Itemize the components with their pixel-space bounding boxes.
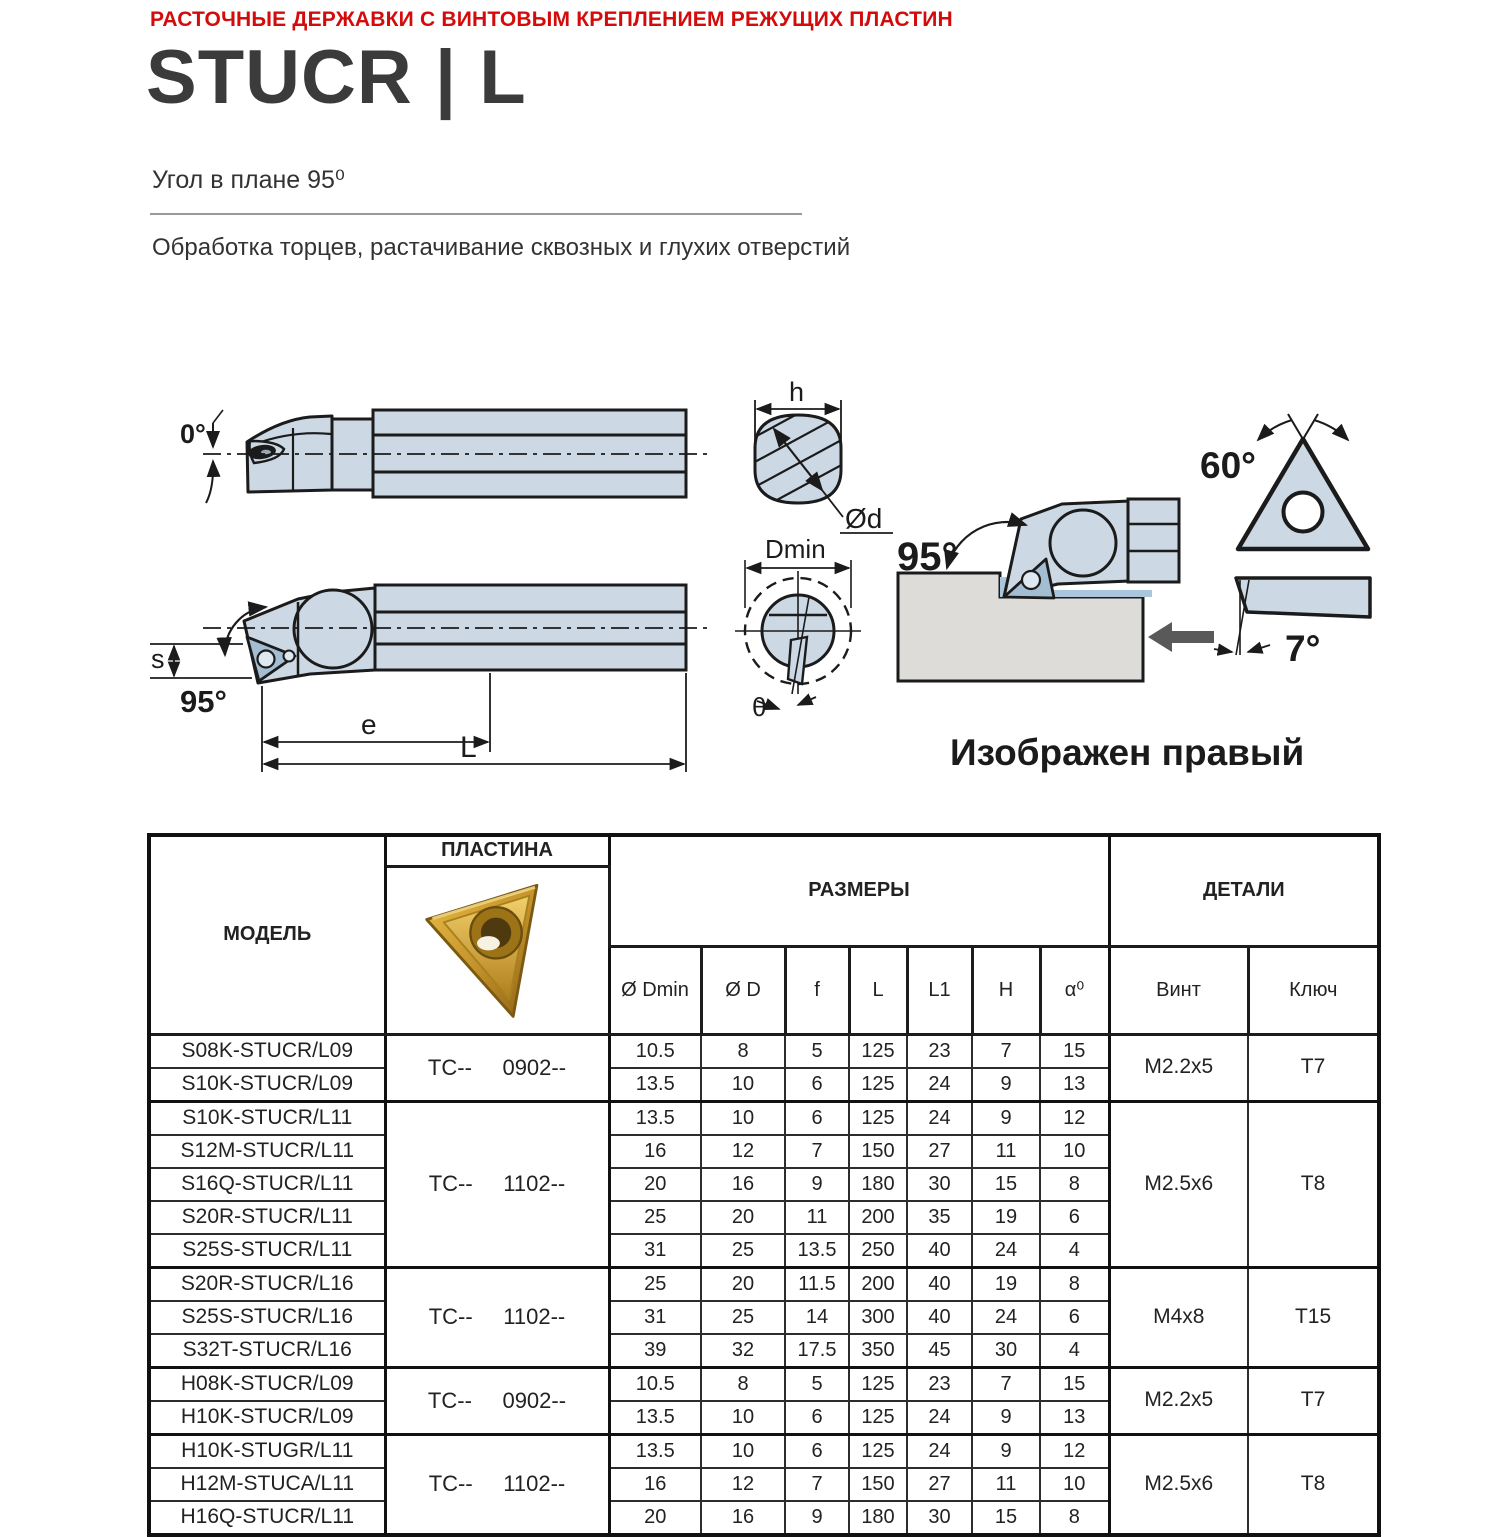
col-header-5: H [972, 946, 1040, 1034]
cell-value: 8 [1040, 1501, 1109, 1535]
cell-screw: M4x8 [1109, 1267, 1248, 1367]
cell-model: S25S-STUCR/L11 [149, 1234, 385, 1268]
label-angle-zero: 0° [180, 419, 206, 449]
label-angle-95-scene: 95° [897, 535, 958, 579]
cell-value: 4 [1040, 1234, 1109, 1268]
cell-value: 8 [701, 1367, 785, 1401]
spec-table [147, 833, 1381, 1537]
cell-value: 25 [701, 1301, 785, 1334]
cell-value: 12 [1040, 1434, 1109, 1468]
col-header-details: ДЕТАЛИ [1109, 835, 1379, 946]
cell-value: 24 [972, 1234, 1040, 1268]
cell-value: 23 [907, 1367, 972, 1401]
label-angle-95-side: 95° [180, 684, 227, 719]
cell-value: 16 [609, 1135, 701, 1168]
divider [150, 213, 802, 215]
cell-value: 9 [972, 1434, 1040, 1468]
cell-key: T8 [1248, 1434, 1379, 1535]
cell-value: 40 [907, 1267, 972, 1301]
cell-value: 13.5 [609, 1068, 701, 1102]
cell-value: 125 [849, 1367, 907, 1401]
col-header-detail-1: Ключ [1248, 946, 1379, 1034]
cell-value: 23 [907, 1034, 972, 1068]
insert-top-view [1238, 414, 1368, 549]
cell-insert: TC-- 0902-- [385, 1034, 609, 1101]
cell-model: S20R-STUCR/L11 [149, 1201, 385, 1234]
cell-model: S08K-STUCR/L09 [149, 1034, 385, 1068]
cell-model: S10K-STUCR/L11 [149, 1101, 385, 1135]
cell-value: 8 [701, 1034, 785, 1068]
cell-value: 25 [609, 1267, 701, 1301]
cell-value: 10 [701, 1101, 785, 1135]
cell-value: 24 [907, 1401, 972, 1435]
cell-value: 15 [972, 1501, 1040, 1535]
label-dim-s: s [151, 644, 165, 674]
cell-value: 45 [907, 1334, 972, 1368]
cell-value: 150 [849, 1135, 907, 1168]
cell-value: 16 [609, 1468, 701, 1501]
col-header-1: Ø D [701, 946, 785, 1034]
cell-value: 13 [1040, 1068, 1109, 1102]
cell-value: 6 [785, 1101, 849, 1135]
label-dim-theta: θ [752, 692, 767, 722]
cell-value: 125 [849, 1401, 907, 1435]
cell-model: H08K-STUCR/L09 [149, 1367, 385, 1401]
cell-insert: TC-- 0902-- [385, 1367, 609, 1434]
cell-value: 10.5 [609, 1367, 701, 1401]
cell-value: 125 [849, 1101, 907, 1135]
cell-value: 20 [609, 1168, 701, 1201]
cell-value: 13.5 [609, 1401, 701, 1435]
cell-key: T8 [1248, 1101, 1379, 1267]
cell-value: 11.5 [785, 1267, 849, 1301]
table-row [149, 1434, 1379, 1468]
cell-value: 12 [1040, 1101, 1109, 1135]
label-dim-L: L [460, 731, 477, 764]
cell-value: 5 [785, 1367, 849, 1401]
cell-value: 40 [907, 1301, 972, 1334]
cell-value: 13.5 [785, 1234, 849, 1268]
angle-zero-mark [206, 410, 223, 503]
table-row [149, 1267, 1379, 1301]
cell-value: 4 [1040, 1334, 1109, 1368]
cell-value: 9 [785, 1501, 849, 1535]
cell-value: 7 [972, 1367, 1040, 1401]
insert-photo-cell [385, 866, 609, 1034]
cell-value: 19 [972, 1201, 1040, 1234]
cell-value: 13.5 [609, 1101, 701, 1135]
cell-value: 27 [907, 1135, 972, 1168]
cell-value: 125 [849, 1068, 907, 1102]
cell-value: 10 [701, 1068, 785, 1102]
insert-photo [421, 872, 573, 1024]
cell-value: 7 [785, 1135, 849, 1168]
cell-value: 20 [701, 1267, 785, 1301]
cell-model: H10K-STUGR/L11 [149, 1434, 385, 1468]
cell-screw: M2.5x6 [1109, 1434, 1248, 1535]
cell-value: 16 [701, 1168, 785, 1201]
cutting-scene [898, 499, 1214, 681]
col-header-2: f [785, 946, 849, 1034]
table-row [149, 1367, 1379, 1401]
cell-value: 30 [907, 1168, 972, 1201]
cell-value: 7 [785, 1468, 849, 1501]
cell-value: 10 [701, 1401, 785, 1435]
cell-value: 17.5 [785, 1334, 849, 1368]
cell-screw: M2.5x6 [1109, 1101, 1248, 1267]
cell-value: 24 [907, 1068, 972, 1102]
cell-value: 15 [1040, 1367, 1109, 1401]
cell-key: T7 [1248, 1034, 1379, 1101]
cell-value: 350 [849, 1334, 907, 1368]
cell-model: S25S-STUCR/L16 [149, 1301, 385, 1334]
cell-value: 10 [701, 1434, 785, 1468]
eyebrow-title: РАСТОЧНЫЕ ДЕРЖАВКИ С ВИНТОВЫМ КРЕПЛЕНИЕМ РЕЖУЩИХ ПЛАСТИН [150, 8, 953, 31]
cell-value: 200 [849, 1267, 907, 1301]
cell-value: 6 [785, 1068, 849, 1102]
cell-screw: M2.2x5 [1109, 1367, 1248, 1434]
cell-value: 19 [972, 1267, 1040, 1301]
cell-model: H16Q-STUCR/L11 [149, 1501, 385, 1535]
label-angle-60: 60° [1200, 445, 1256, 486]
label-angle-7: 7° [1285, 628, 1321, 669]
cell-key: T15 [1248, 1267, 1379, 1367]
cell-value: 30 [907, 1501, 972, 1535]
page-title: STUCR | L [146, 35, 527, 120]
cell-screw: M2.2x5 [1109, 1034, 1248, 1101]
cell-value: 15 [972, 1168, 1040, 1201]
cell-value: 180 [849, 1168, 907, 1201]
cell-value: 31 [609, 1301, 701, 1334]
cell-value: 7 [972, 1034, 1040, 1068]
cell-value: 300 [849, 1301, 907, 1334]
cell-value: 5 [785, 1034, 849, 1068]
cell-value: 6 [1040, 1301, 1109, 1334]
description: Обработка торцев, растачивание сквозных и глухих отверстий [152, 234, 851, 261]
cell-model: S32T-STUCR/L16 [149, 1334, 385, 1368]
label-dim-e: e [361, 709, 377, 740]
cell-value: 9 [785, 1168, 849, 1201]
cell-value: 180 [849, 1501, 907, 1535]
cell-value: 30 [972, 1334, 1040, 1368]
cell-value: 10.5 [609, 1034, 701, 1068]
cell-value: 12 [701, 1468, 785, 1501]
table-row [149, 1034, 1379, 1068]
boring-bar-side-view [244, 585, 686, 683]
col-header-6: α⁰ [1040, 946, 1109, 1034]
label-dim-od: Ød [845, 503, 883, 534]
cell-model: H12M-STUCA/L11 [149, 1468, 385, 1501]
cell-insert: TC-- 1102-- [385, 1267, 609, 1367]
cell-value: 11 [785, 1201, 849, 1234]
subtitle: Угол в плане 95⁰ [152, 166, 345, 194]
cell-value: 12 [701, 1135, 785, 1168]
dim-s [150, 644, 252, 678]
cell-value: 9 [972, 1401, 1040, 1435]
col-header-sizes: РАЗМЕРЫ [609, 835, 1109, 946]
cell-key: T7 [1248, 1367, 1379, 1434]
cell-model: H10K-STUCR/L09 [149, 1401, 385, 1435]
drawing-caption: Изображен правый [950, 732, 1305, 773]
cell-value: 15 [1040, 1034, 1109, 1068]
cell-model: S20R-STUCR/L16 [149, 1267, 385, 1301]
cell-value: 40 [907, 1234, 972, 1268]
cell-value: 24 [907, 1434, 972, 1468]
section-dmin [735, 560, 861, 709]
cell-value: 6 [1040, 1201, 1109, 1234]
cell-insert: TC-- 1102-- [385, 1101, 609, 1267]
cell-value: 32 [701, 1334, 785, 1368]
col-header-4: L1 [907, 946, 972, 1034]
cell-model: S10K-STUCR/L09 [149, 1068, 385, 1102]
technical-drawing [140, 370, 1390, 802]
cell-value: 250 [849, 1234, 907, 1268]
cell-value: 125 [849, 1034, 907, 1068]
cell-value: 10 [1040, 1135, 1109, 1168]
cell-value: 25 [609, 1201, 701, 1234]
cell-value: 31 [609, 1234, 701, 1268]
cell-value: 24 [907, 1101, 972, 1135]
cell-value: 20 [701, 1201, 785, 1234]
cell-value: 14 [785, 1301, 849, 1334]
cell-value: 11 [972, 1135, 1040, 1168]
cell-value: 13 [1040, 1401, 1109, 1435]
cell-value: 6 [785, 1434, 849, 1468]
cell-value: 10 [1040, 1468, 1109, 1501]
cell-value: 125 [849, 1434, 907, 1468]
cell-value: 20 [609, 1501, 701, 1535]
label-dim-h: h [789, 377, 805, 407]
col-header-model: МОДЕЛЬ [149, 835, 385, 1034]
cell-value: 200 [849, 1201, 907, 1234]
cell-value: 8 [1040, 1267, 1109, 1301]
label-dim-dmin: Dmin [765, 534, 826, 564]
cell-value: 27 [907, 1468, 972, 1501]
cell-value: 11 [972, 1468, 1040, 1501]
cell-value: 150 [849, 1468, 907, 1501]
cell-value: 25 [701, 1234, 785, 1268]
cell-value: 8 [1040, 1168, 1109, 1201]
cell-value: 35 [907, 1201, 972, 1234]
feed-direction-arrow [1148, 622, 1214, 652]
table-row [149, 1101, 1379, 1135]
cell-model: S12M-STUCR/L11 [149, 1135, 385, 1168]
cell-model: S16Q-STUCR/L11 [149, 1168, 385, 1201]
cell-value: 13.5 [609, 1434, 701, 1468]
col-header-detail-0: Винт [1109, 946, 1248, 1034]
cell-value: 9 [972, 1068, 1040, 1102]
cell-value: 9 [972, 1101, 1040, 1135]
cell-value: 39 [609, 1334, 701, 1368]
col-header-0: Ø Dmin [609, 946, 701, 1034]
cell-insert: TC-- 1102-- [385, 1434, 609, 1535]
cell-value: 6 [785, 1401, 849, 1435]
cell-value: 24 [972, 1301, 1040, 1334]
col-header-insert: ПЛАСТИНА [385, 835, 609, 866]
col-header-3: L [849, 946, 907, 1034]
cell-value: 16 [701, 1501, 785, 1535]
